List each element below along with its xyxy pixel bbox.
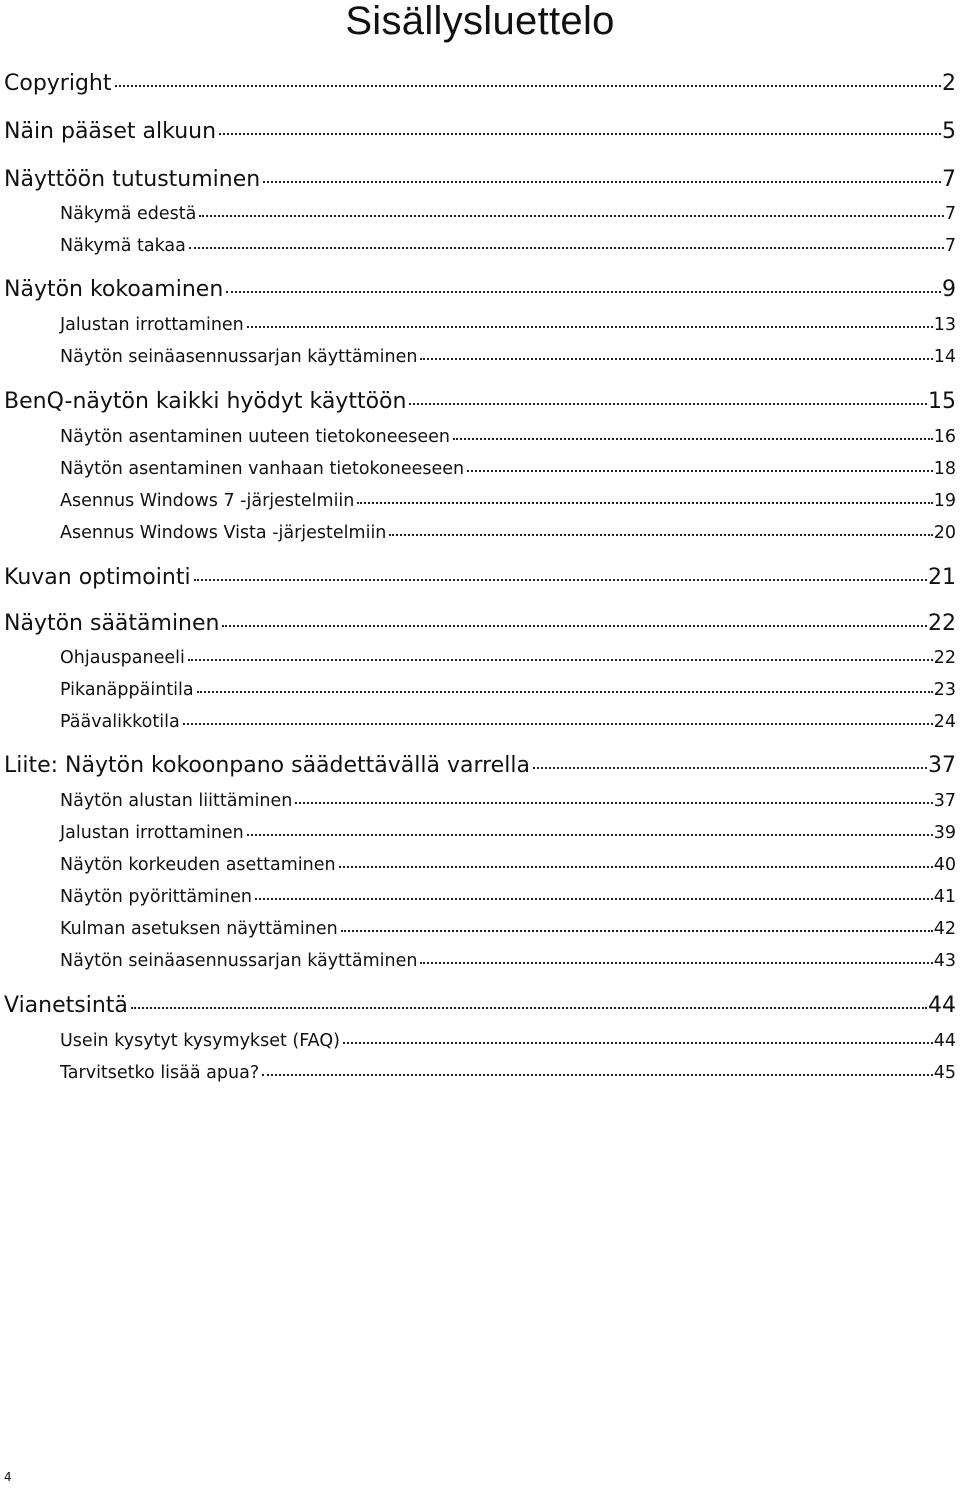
toc-entry[interactable] xyxy=(60,520,956,546)
toc-entry-title: Näkymä edestä xyxy=(60,204,197,224)
toc-entry-title: Näytön pyörittäminen xyxy=(60,887,252,907)
dot-leader xyxy=(420,949,932,967)
dot-leader xyxy=(467,457,933,475)
toc-entry[interactable] xyxy=(60,1060,956,1086)
toc-entry-page: 37 xyxy=(933,791,956,811)
dot-leader xyxy=(247,313,933,331)
dot-leader xyxy=(339,853,933,871)
toc-entry-title: Liite: Näytön kokoonpano säädettävällä varrella xyxy=(4,753,530,778)
dot-leader xyxy=(247,821,933,839)
toc-entry[interactable] xyxy=(4,164,956,195)
toc-entry-title: Jalustan irrottaminen xyxy=(60,823,244,843)
toc-entry[interactable] xyxy=(60,916,956,942)
toc-entry-page: 5 xyxy=(942,119,956,144)
dot-leader xyxy=(295,789,932,807)
toc-entry[interactable] xyxy=(60,233,956,259)
toc-entry-title: Näytön seinäasennussarjan käyttäminen xyxy=(60,951,418,971)
toc-entry-title: Asennus Windows Vista -järjestelmiin xyxy=(60,523,387,543)
toc-entry[interactable] xyxy=(60,852,956,878)
toc-entry-page: 42 xyxy=(933,919,956,939)
toc-entry-page: 41 xyxy=(933,887,956,907)
toc-entry-page: 16 xyxy=(933,427,956,447)
toc-entry-title: Näkymä takaa xyxy=(60,236,186,256)
toc-entry[interactable] xyxy=(60,312,956,338)
toc-entry[interactable] xyxy=(60,488,956,514)
toc-entry-page: 13 xyxy=(933,315,956,335)
dot-leader xyxy=(453,425,933,443)
dot-leader xyxy=(131,990,927,1012)
toc-entry[interactable] xyxy=(60,645,956,671)
toc-entry[interactable] xyxy=(60,1028,956,1054)
toc-entry-page: 44 xyxy=(933,1031,956,1051)
toc-entry-page: 22 xyxy=(933,648,956,668)
toc-entry-page: 7 xyxy=(944,204,956,224)
toc-entry[interactable] xyxy=(60,201,956,227)
toc-entry[interactable] xyxy=(4,750,956,781)
toc-entry[interactable] xyxy=(60,948,956,974)
dot-leader xyxy=(219,116,941,138)
toc-entry[interactable] xyxy=(60,677,956,703)
toc-entry-page: 15 xyxy=(928,389,956,414)
toc-entry-title: Näytön asentaminen vanhaan tietokoneeseen xyxy=(60,459,465,479)
dot-leader xyxy=(357,489,932,507)
toc-entry-page: 45 xyxy=(933,1063,956,1083)
toc-entry-page: 19 xyxy=(933,491,956,511)
toc-entry-title: Ohjauspaneeli xyxy=(60,648,185,668)
dot-leader xyxy=(188,646,933,664)
dot-leader xyxy=(262,1061,933,1079)
toc-entry-title: Näytön korkeuden asettaminen xyxy=(60,855,336,875)
toc-entry-page: 37 xyxy=(928,753,956,778)
toc-entry-title: Copyright xyxy=(4,71,112,96)
toc-entry-page: 23 xyxy=(933,680,956,700)
dot-leader xyxy=(263,164,941,186)
toc-entry-page: 7 xyxy=(942,167,956,192)
toc-entry-title: Pikanäppäintila xyxy=(60,680,194,700)
toc-entry-page: 39 xyxy=(933,823,956,843)
toc-entry-title: Asennus Windows 7 -järjestelmiin xyxy=(60,491,355,511)
page-title: Sisällysluettelo xyxy=(345,0,615,43)
toc-entry-page: 44 xyxy=(928,993,956,1018)
toc-entry[interactable] xyxy=(4,68,956,99)
toc-entry-page: 40 xyxy=(933,855,956,875)
toc-entry-title: Näyttöön tutustuminen xyxy=(4,167,261,192)
toc-entry[interactable] xyxy=(60,884,956,910)
dot-leader xyxy=(341,917,933,935)
toc-entry-page: 43 xyxy=(933,951,956,971)
toc-entry[interactable] xyxy=(4,990,956,1021)
toc-entry-page: 14 xyxy=(933,347,956,367)
dot-leader xyxy=(389,521,932,539)
dot-leader xyxy=(409,386,927,408)
dot-leader xyxy=(533,750,927,772)
dot-leader xyxy=(255,885,933,903)
toc-entry-title: Kulman asetuksen näyttäminen xyxy=(60,919,338,939)
dot-leader xyxy=(420,345,932,363)
dot-leader xyxy=(222,608,927,630)
dot-leader xyxy=(115,68,942,90)
toc-entry[interactable] xyxy=(60,788,956,814)
toc-entry-page: 2 xyxy=(942,71,956,96)
dot-leader xyxy=(343,1029,933,1047)
toc-entry[interactable] xyxy=(60,456,956,482)
toc-entry-title: Tarvitsetko lisää apua? xyxy=(60,1063,260,1083)
toc-entry-title: Vianetsintä xyxy=(4,993,128,1018)
toc-entry[interactable] xyxy=(4,608,956,639)
toc-entry-page: 9 xyxy=(942,277,956,302)
toc-entry-title: Näytön alustan liittäminen xyxy=(60,791,293,811)
toc-entry[interactable] xyxy=(60,424,956,450)
toc-entry-title: Usein kysytyt kysymykset (FAQ) xyxy=(60,1031,340,1051)
toc-entry-title: Näin pääset alkuun xyxy=(4,119,217,144)
toc-entry-title: Kuvan optimointi xyxy=(4,565,191,590)
page-number: 4 xyxy=(4,1470,12,1484)
toc-entry-title: BenQ-näytön kaikki hyödyt käyttöön xyxy=(4,389,407,414)
toc-entry-title: Näytön säätäminen xyxy=(4,611,220,636)
toc-entry[interactable] xyxy=(60,709,956,735)
toc-entry-title: Näytön asentaminen uuteen tietokoneeseen xyxy=(60,427,450,447)
toc-entry-page: 22 xyxy=(928,611,956,636)
toc-entry[interactable] xyxy=(4,386,956,417)
toc-entry[interactable] xyxy=(4,116,956,147)
toc-entry-title: Näytön kokoaminen xyxy=(4,277,224,302)
dot-leader xyxy=(226,274,941,296)
toc-entry-title: Päävalikkotila xyxy=(60,712,180,732)
toc-entry[interactable] xyxy=(4,562,956,593)
toc-entry[interactable] xyxy=(4,274,956,305)
toc-entry[interactable] xyxy=(60,820,956,846)
toc-entry-page: 24 xyxy=(933,712,956,732)
toc-entry-page: 18 xyxy=(933,459,956,479)
dot-leader xyxy=(199,202,943,220)
toc-entry-title: Näytön seinäasennussarjan käyttäminen xyxy=(60,347,418,367)
toc-entry-page: 21 xyxy=(928,565,956,590)
dot-leader xyxy=(194,562,927,584)
toc-entry-title: Jalustan irrottaminen xyxy=(60,315,244,335)
toc-entry-page: 20 xyxy=(933,523,956,543)
toc-entry[interactable] xyxy=(60,344,956,370)
dot-leader xyxy=(183,710,933,728)
dot-leader xyxy=(189,234,944,252)
dot-leader xyxy=(197,678,933,696)
toc-entry-page: 7 xyxy=(944,236,956,256)
